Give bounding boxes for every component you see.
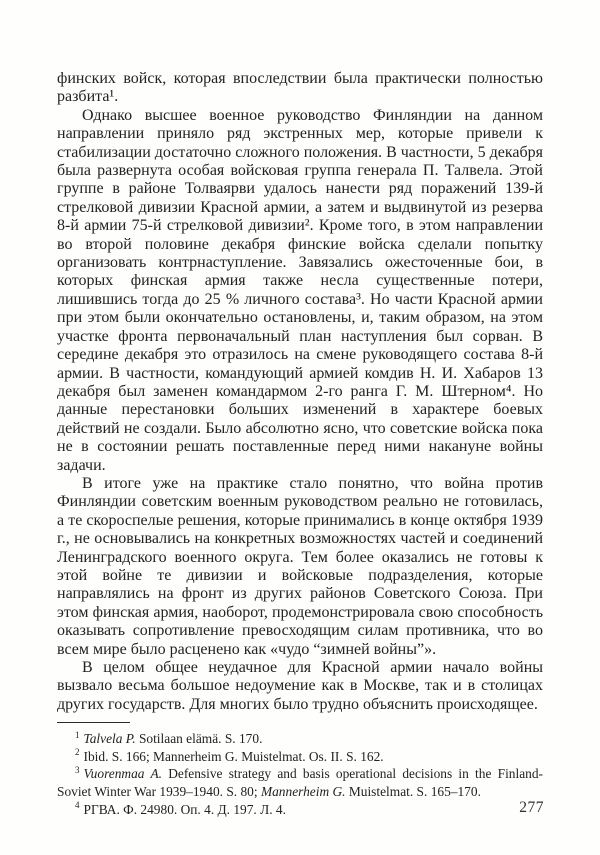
footnote-author: Vuorenmaa A. <box>83 766 162 782</box>
footnote-text: РГВА. Ф. 24980. Оп. 4. Д. 197. Л. 4. <box>83 801 286 817</box>
footnote <box>57 765 543 800</box>
footnote-author: Mannerheim G. <box>260 784 346 799</box>
footnote-text: Sotilaan elämä. S. 170. <box>135 731 263 747</box>
footnote-marker: 4 <box>75 800 80 811</box>
footnote <box>57 748 543 766</box>
footnote <box>57 801 543 819</box>
paragraph: финских войск, которая впоследствии была практически полностью разбита¹. <box>57 70 543 106</box>
footnote-author: Talvela P. <box>83 731 136 747</box>
paragraph: Однако высшее военное руководство Финляндии на данном направлении приняло ряд экстренных мер, которые привели к стабилизации достаточно сложного положения. В частности, 5 декабря была развернута особая войсковая группа генерала П. Талвела. Этой группе в районе Толваярви удалось нанести ряд поражений 139-й стрелковой дивизии Красной армии, а затем и выдвинутой из резерва 8-й армии 75-й стрелковой дивизии². Кроме того, в этом направлении во второй половине декабря финские войска сделали попытку организовать контрнаступление. Завязались ожесточенные бои, в которых финская армия также несла существенные потери, лишившись тогда до 25 % личного состава³. Но части Красной армии при этом были окончательно остановлены, и, таким образом, на этом участке фронта первоначальный план наступления был сорван. В середине декабря это отразилось на смене руководящего состава 8-й армии. В частности, командующий армией комдив Н. И. Хабаров 13 декабря был заменен командармом 2-го ранга Г. М. Штерном⁴. Но данные перестановки больших изменений в характере боевых действий не создали. Было абсолютно ясно, что советские войска пока не в состоянии решать поставленные перед ними накануне войны задачи. <box>57 106 543 474</box>
footnote-marker: 3 <box>75 764 80 775</box>
body-text <box>57 70 543 714</box>
footnote <box>57 730 543 748</box>
paragraph: В целом общее неудачное для Красной армии начало войны вызвало весьма большое недоумение как в Москве, так и в столицах других государств. Для многих было трудно объяснить происходящее. <box>57 659 543 713</box>
paragraph: В итоге уже на практике стало понятно, что война против Финляндии советским военным руководством реально не готовилась, а те скороспелые решения, которые принимались в конце октября 1939 г., не основывались на конкретных возможностях частей и соединений Ленинградского военного округа. Тем более оказались не готовы к этой войне те дивизии и войсковые подразделения, которые направлялись на фронт из других районов Советского Союза. При этом финская армия, наоборот, продемонстрировала свою способность оказывать сопротивление превосходящим силам противника, что во всем мире было расценено как «чудо “зимней войны”». <box>57 474 543 658</box>
footnote-marker: 2 <box>75 747 80 758</box>
footnote-separator <box>57 722 130 723</box>
footnote-marker: 1 <box>75 729 80 740</box>
footnote-list <box>57 730 543 818</box>
footnote-text: Defensive strategy and basis operational decisions in the Finland-Soviet Winter War 1939–1940. S. 80; <box>57 766 543 799</box>
footnotes-section <box>57 722 543 818</box>
footnote-text: Ibid. S. 166; Mannerheim G. Muistelmat. Os. II. S. 162. <box>83 748 384 764</box>
page-number: 277 <box>519 799 544 816</box>
footnote-text: Muistelmat. S. 165–170. <box>345 784 481 799</box>
